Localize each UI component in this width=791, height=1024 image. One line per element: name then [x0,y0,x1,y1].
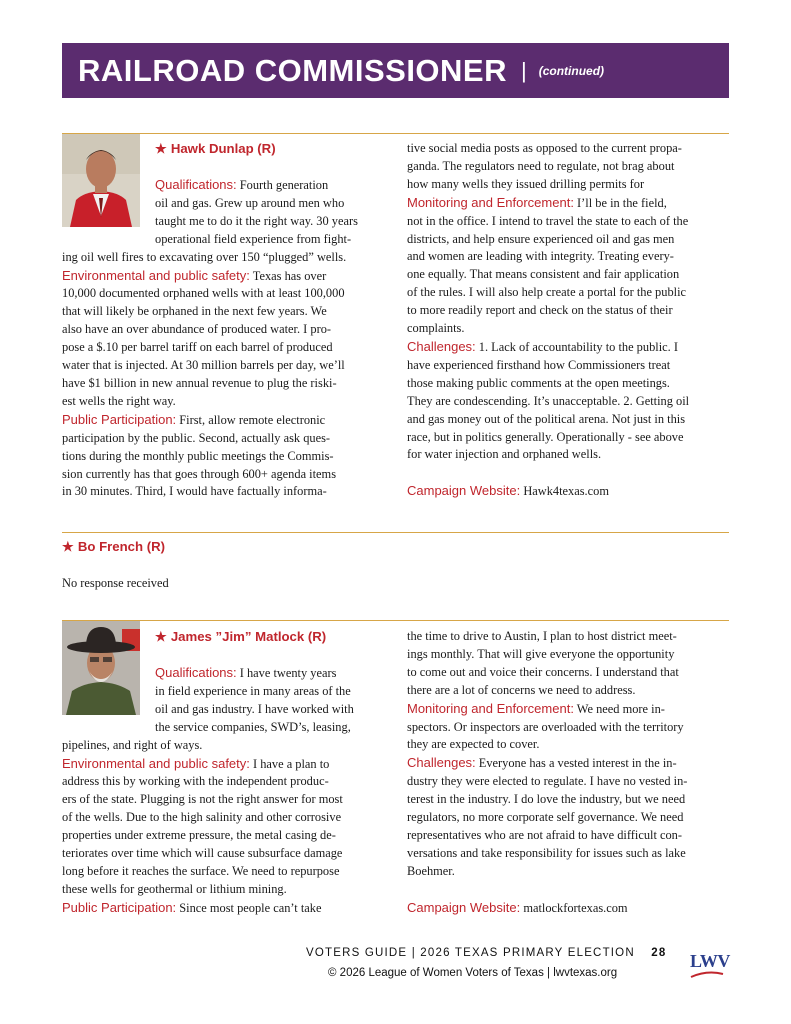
page-title: RAILROAD COMMISSIONER [78,52,507,88]
body-text: those making public comments at the open meetings. [407,375,670,390]
response-line [407,248,732,266]
section-heading: Challenges: [407,755,476,771]
body-text: taught me to do it the right way. 30 years [155,213,358,228]
response-line [407,754,732,773]
page-subtitle: (continued) [538,63,605,78]
section-heading: Qualifications: [155,665,237,680]
body-text: Hawk4texas.com [520,484,609,499]
response-line [407,176,732,194]
star-icon: ★ [155,141,167,156]
body-text: versations and take responsibility for issues such as lake [407,845,686,860]
body-text: They are condescending. It’s unacceptable. 2. Getting oil [407,393,690,408]
response-line [62,339,384,357]
section-heading: Campaign Website: [407,899,521,915]
section-heading: Campaign Website: [407,483,521,499]
footer-copyright: © 2026 League of Women Voters of Texas | lwvtexas.org [328,967,618,979]
page-banner [62,43,729,98]
candidate-name: Hawk Dunlap (R) [170,141,276,156]
logo-swoosh-icon [690,971,724,979]
response-line [407,700,732,719]
section-divider [62,133,729,134]
body-text: participation by the public. Second, actually ask ques- [62,430,331,445]
body-text: 1. Lack of accountability to the public. I [475,339,678,354]
body-text: not in the office. I intend to travel the state to each of the [407,213,689,228]
response-line [407,429,732,447]
body-text: oil and gas industry. I have worked with [155,701,354,716]
body-text: to more readily report and check on the status of their [407,303,673,318]
body-text: these wells for geothermal or lithium mining. [62,881,287,896]
response-line [62,231,384,249]
response-line [62,827,384,845]
body-text: of the wells. Due to the high salinity and other corrosive [62,810,342,825]
response-line [62,321,384,339]
section-heading: Environmental and public safety: [62,267,250,283]
response-line [407,375,732,393]
response-line [407,682,732,700]
response-line [407,827,732,845]
body-text: they are expected to cover. [407,737,540,752]
response-line [62,267,384,286]
response-line [407,338,732,357]
section-divider [62,532,729,533]
response-line [407,302,732,320]
body-text: ings monthly. That will give everyone the opportunity [407,646,675,661]
response-line [407,320,732,338]
body-text: dustry they were elected to regulate. I have no vested in- [407,774,688,789]
body-text: for water injection and orphaned wells. [407,447,602,462]
response-text [62,176,384,501]
response-line [62,719,384,737]
body-text: that will likely be orphaned in the next few years. We [62,304,327,319]
body-text: teriorates over time which will cause subsurface damage [62,846,343,861]
section-heading: Monitoring and Enforcement: [407,700,574,716]
response-line [407,158,732,176]
body-text: also have an over abundance of produced water. I pro- [62,322,332,337]
response-line [62,773,384,791]
body-text: ing oil well fires to excavating over 150 “plugged” wells. [62,249,347,264]
title-separator: | [521,57,527,83]
response-text [62,664,384,918]
body-text: districts, and help ensure experienced oil and gas men [407,231,675,246]
response-line [62,303,384,321]
body-text: how many wells they issued drilling permits for [407,176,645,191]
response-line [407,411,732,429]
section-divider [62,620,729,621]
body-text: ganda. The regulators need to regulate, not brag about [407,158,675,173]
body-text: ers of the state. Plugging is not the right answer for most [62,792,343,807]
body-text: Texas has over [249,268,327,283]
response-line [62,430,384,448]
body-text: one equally. That means consistent and fair application [407,267,680,282]
response-line [62,791,384,809]
response-line [407,863,732,881]
section-heading: Qualifications: [155,177,237,192]
body-text: Since most people can’t take [176,900,322,915]
section-heading: Monitoring and Enforcement: [407,194,574,210]
response-line [407,664,732,682]
response-line [407,791,732,809]
response-line [407,646,732,664]
body-text: sion currently has that goes through 600+ agenda items [62,466,337,481]
body-text: long before it reaches the surface. We need to repurpose [62,863,340,878]
body-text: Boehmer. [407,863,455,878]
logo-text: LWV [690,951,730,971]
body-text: water that is injected. At 30 million barrels per day, we’ll [62,358,345,373]
response-line [62,213,384,231]
section-heading: Public Participation: [62,411,177,427]
response-line [407,628,732,646]
response-text [407,140,732,501]
candidate-header-hawk-dunlap [155,140,395,159]
body-text: We need more in- [573,701,665,716]
body-text: oil and gas. Grew up around men who [155,195,345,210]
response-line [407,393,732,411]
response-line [62,285,384,303]
section-heading: Challenges: [407,338,476,354]
body-text: and women are leading with integrity. Treating every- [407,249,674,264]
body-text: have $1 billion in new annual revenue to plug the riski- [62,375,337,390]
response-line [62,195,384,213]
response-line [407,357,732,375]
response-line [407,736,732,754]
response-line [407,213,732,231]
body-text: tions during the monthly public meetings the Commis- [62,448,334,463]
response-text [407,628,732,918]
response-line [62,845,384,863]
response-line [62,357,384,375]
response-line [407,845,732,863]
candidate-right-column [407,628,732,918]
body-text: the time to drive to Austin, I plan to host district meet- [407,629,677,643]
star-icon: ★ [62,539,74,554]
response-line [407,899,732,918]
body-text: of the rules. I will also help create a portal for the public [407,285,687,300]
footer-guide [306,947,666,959]
response-line [62,375,384,393]
response-line [62,683,384,701]
response-line [62,881,384,899]
response-line [407,194,732,213]
response-line [62,737,384,755]
candidate-header-bo-french [62,538,462,593]
body-text: have experienced firsthand how Commissioners treat [407,357,671,372]
response-line [62,664,384,683]
lwv-logo-icon [690,951,730,972]
body-text: est wells the right way. [62,393,176,408]
response-line [62,899,384,918]
response-line [62,411,384,430]
body-text: complaints. [407,321,465,336]
body-text: operational field experience from fight- [155,231,352,246]
body-text: the service companies, SWD’s, leasing, [155,719,351,734]
response-line [407,231,732,249]
response-line [407,266,732,284]
response-line [62,809,384,827]
response-line [62,701,384,719]
body-text: terest in the industry. I do love the industry, but we need [407,792,686,807]
body-text: address this by working with the independent produc- [62,774,329,789]
body-text: I’ll be in the field, [573,195,667,210]
candidate-left-column [62,176,384,501]
response-line [407,719,732,737]
response-line [407,482,732,501]
body-text: in 30 minutes. Third, I would have factually informa- [62,484,327,499]
response-line [407,446,732,464]
body-text: tive social media posts as opposed to the current propa- [407,141,682,155]
body-text: Everyone has a vested interest in the in- [475,756,677,771]
body-text: First, allow remote electronic [176,412,326,427]
body-text: properties under extreme pressure, the metal casing de- [62,828,336,843]
response-line [407,284,732,302]
body-text: pipelines, and right of ways. [62,737,203,752]
body-text: representatives who are not afraid to have difficult con- [407,827,683,842]
candidate-name: Bo French (R) [77,539,166,554]
response-line [62,393,384,411]
body-text: there are a lot of concerns we need to address. [407,682,636,697]
body-text: regulators, no more corporate self governance. We need [407,810,684,825]
body-text: matlockfortexas.com [520,900,628,915]
candidate-header-jim-matlock [155,628,395,647]
response-line [407,464,732,482]
body-text: to come out and voice their concerns. I understand that [407,664,679,679]
response-line [62,863,384,881]
body-text: race, but in politics generally. Operationally - see above [407,429,684,444]
candidate-name: James ”Jim” Matlock (R) [170,629,327,644]
response-line [62,176,384,195]
candidate-left-column [62,664,384,918]
body-text: Fourth generation [236,178,329,192]
response-line [62,466,384,484]
footer-guide-text: VOTERS GUIDE | 2026 TEXAS PRIMARY ELECTION [306,947,635,959]
body-text: in field experience in many areas of the [155,683,351,698]
candidate-right-column [407,140,732,501]
body-text: and gas money out of the political arena. Not just in this [407,411,686,426]
response-line [62,448,384,466]
response-line [407,140,732,158]
response-line [407,773,732,791]
page-number: 28 [651,947,667,959]
response-line [62,483,384,501]
response-line [62,755,384,774]
star-icon: ★ [155,629,167,644]
response-line [407,881,732,899]
body-text: 10,000 documented orphaned wells with at least 100,000 [62,286,345,301]
body-text: I have twenty years [236,666,337,680]
section-heading: Environmental and public safety: [62,755,250,771]
section-heading: Public Participation: [62,899,177,915]
response-line [407,809,732,827]
no-response-text: No response received [62,575,169,590]
response-line [62,249,384,267]
body-text: I have a plan to [249,756,330,771]
body-text: pose a $.10 per barrel tariff on each barrel of produced [62,340,333,355]
body-text: spectors. Or inspectors are overloaded with the territory [407,719,684,734]
